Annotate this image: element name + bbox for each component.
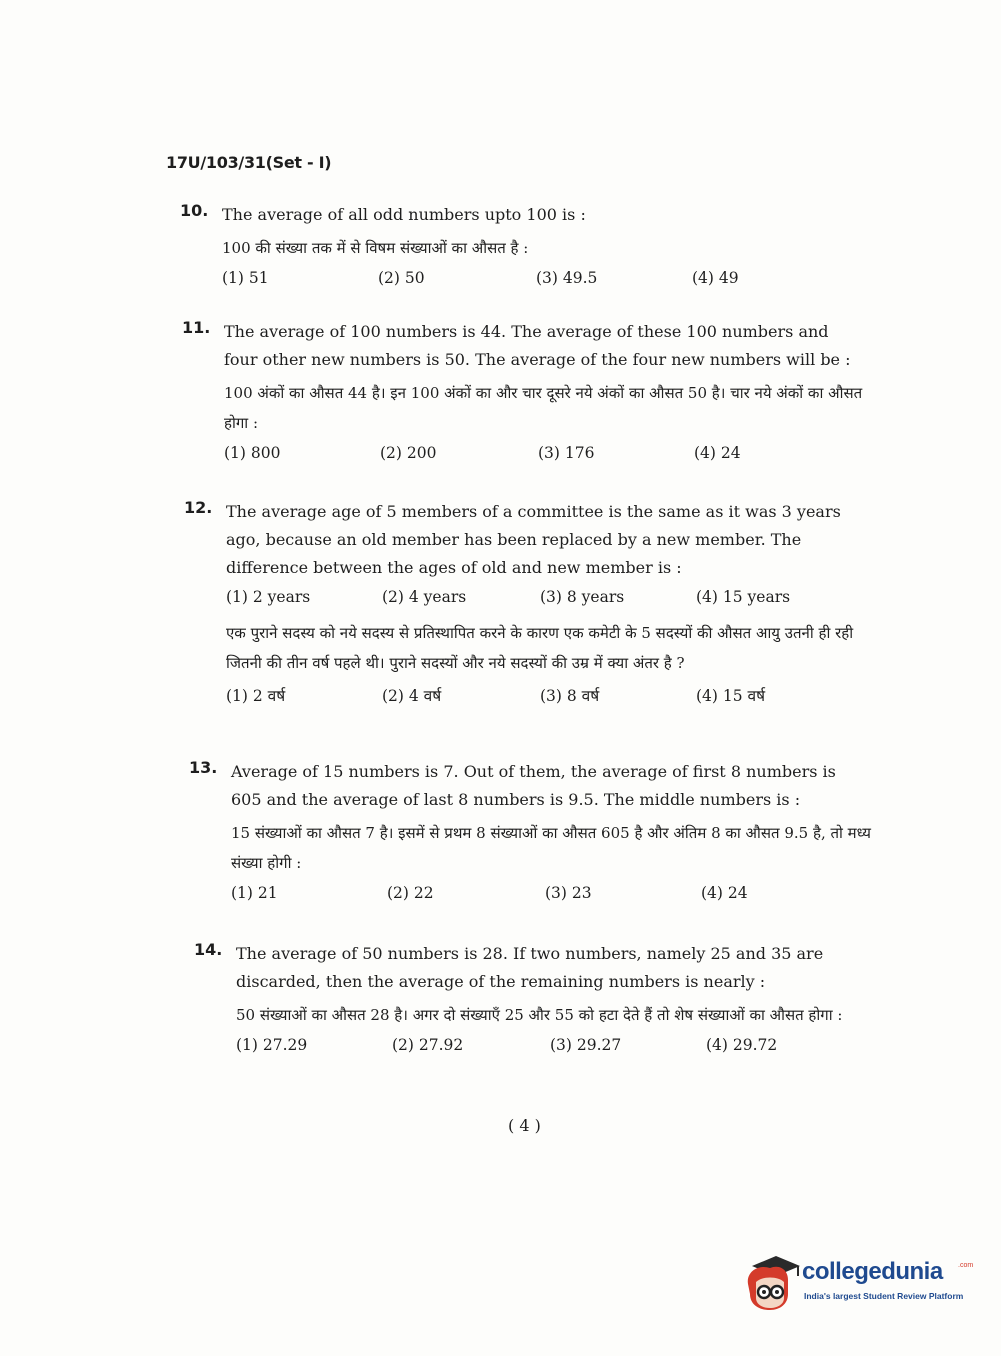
question-14 — [194, 940, 876, 1062]
option-1-hindi: (1) 2 वर्ष — [226, 687, 286, 705]
options-row — [222, 265, 862, 295]
options-row-english — [226, 584, 866, 614]
page-number: ( 4 ) — [508, 1116, 541, 1135]
question-number: 12. — [184, 498, 213, 517]
question-text-english: The average of 100 numbers is 44. The average of these 100 numbers and four other new numbers is 50. The average of the four new numbers will be : — [224, 322, 851, 369]
option-4: (4) 15 years — [696, 588, 791, 606]
option-2: (2) 4 years — [382, 588, 467, 606]
option-4: (4) 24 — [694, 444, 741, 462]
options-row-hindi — [226, 680, 866, 710]
option-2: (2) 200 — [380, 444, 437, 462]
option-4: (4) 49 — [692, 269, 739, 287]
option-3: (3) 49.5 — [536, 269, 598, 287]
logo-domain: .com — [958, 1262, 974, 1269]
question-text-hindi: 100 की संख्या तक में से विषम संख्याओं का औसत है : — [222, 239, 529, 257]
question-number: 13. — [189, 758, 218, 777]
option-3: (3) 29.27 — [550, 1036, 622, 1054]
question-text-hindi: 15 संख्याओं का औसत 7 है। इसमें से प्रथम 8 संख्याओं का औसत 605 है और अंतिम 8 का औसत 9.5 है, तो मध्य संख्या होगी : — [231, 824, 871, 872]
option-2: (2) 50 — [378, 269, 425, 287]
question-10 — [180, 201, 862, 295]
option-1: (1) 800 — [224, 444, 281, 462]
mascot-icon — [744, 1254, 800, 1312]
paper-code: 17U/103/31(Set - I) — [166, 153, 332, 172]
option-2: (2) 27.92 — [392, 1036, 464, 1054]
option-3-hindi: (3) 8 वर्ष — [540, 687, 600, 705]
option-2-hindi: (2) 4 वर्ष — [382, 687, 442, 705]
option-4: (4) 24 — [701, 884, 748, 902]
option-1: (1) 27.29 — [236, 1036, 308, 1054]
option-3: (3) 176 — [538, 444, 595, 462]
question-number: 10. — [180, 201, 209, 220]
question-text-english: The average age of 5 members of a committee is the same as it was 3 years ago, because an old member has been replaced by a new member. The difference between the ages of old and new member is : — [226, 502, 841, 577]
question-number: 14. — [194, 940, 223, 959]
options-row — [231, 880, 871, 910]
question-text-english: The average of 50 numbers is 28. If two numbers, namely 25 and 35 are discarded, then the average of the remaining numbers is nearly : — [236, 944, 824, 991]
question-text-hindi: 50 संख्याओं का औसत 28 है। अगर दो संख्याएँ 25 और 55 को हटा देते हैं तो शेष संख्याओं का औसत होगा : — [236, 1006, 843, 1024]
option-4-hindi: (4) 15 वर्ष — [696, 687, 766, 705]
options-row — [236, 1032, 876, 1062]
question-text-hindi: एक पुराने सदस्य को नये सदस्य से प्रतिस्थापित करने के कारण एक कमेटी के 5 सदस्यों की औसत आयु उतनी ही रही जितनी की तीन वर्ष पहले थी। पुराने सदस्यों और नये सदस्यों की उम्र में क्या अंतर है ? — [226, 624, 854, 672]
option-1: (1) 21 — [231, 884, 278, 902]
option-4: (4) 29.72 — [706, 1036, 778, 1054]
option-1: (1) 2 years — [226, 588, 311, 606]
option-3: (3) 23 — [545, 884, 592, 902]
collegedunia-watermark — [744, 1254, 974, 1314]
question-number: 11. — [182, 318, 211, 337]
option-2: (2) 22 — [387, 884, 434, 902]
question-12 — [184, 498, 866, 710]
option-1: (1) 51 — [222, 269, 269, 287]
question-13 — [189, 758, 871, 910]
logo-tagline: India's largest Student Review Platform — [804, 1291, 964, 1301]
options-row — [224, 440, 864, 470]
question-text-english: The average of all odd numbers upto 100 is : — [222, 205, 586, 224]
option-3: (3) 8 years — [540, 588, 625, 606]
logo-wordmark: collegedunia — [802, 1258, 943, 1285]
question-11 — [182, 318, 864, 470]
question-text-english: Average of 15 numbers is 7. Out of them, the average of first 8 numbers is 605 and the average of last 8 numbers is 9.5. The middle numbers is : — [231, 762, 836, 809]
question-text-hindi: 100 अंकों का औसत 44 है। इन 100 अंकों का और चार दूसरे नये अंकों का औसत 50 है। चार नये अंकों का औसत होगा : — [224, 384, 863, 432]
